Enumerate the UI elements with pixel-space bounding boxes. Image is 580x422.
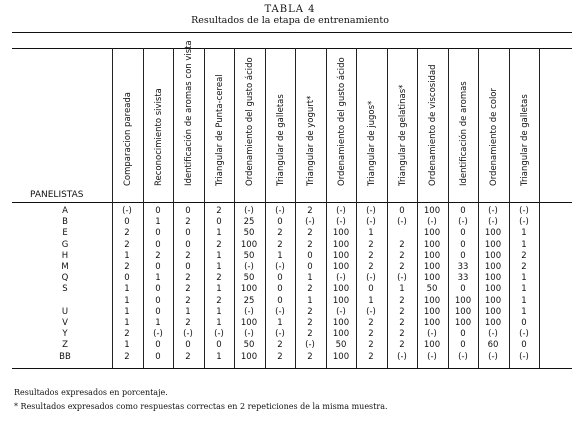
table-cell: 100 [484,251,502,261]
table-cell: 2 [185,251,191,261]
table-cell: (-) [519,217,529,227]
column-header-label: Triangular de galletas [275,94,286,186]
table-cell: 2 [185,217,191,227]
table-cell: 2 [216,296,222,306]
column-header-label: Identificación de aromas [458,81,469,186]
table-cell: 2 [124,352,130,362]
table-cell: (-) [336,217,346,227]
table-cell: 2 [216,240,222,250]
column-header [295,50,326,200]
table-cell: 0 [399,206,405,216]
table-cell: 100 [484,262,502,272]
table-cell: 1 [521,296,527,306]
column-header-label: Ordenamiento de color [488,87,499,186]
table-cell: 2 [399,340,405,350]
table-cell: 25 [243,296,255,306]
table-cell: (-) [366,307,376,317]
table-cell: 1 [277,251,283,261]
column-header-label: Triangular de galletas [519,94,530,186]
table-cell: 2 [399,318,405,328]
table-cell: 1 [216,228,222,238]
table-cell: 1 [216,318,222,328]
table-cell: 2 [124,228,130,238]
table-cell: 1 [277,318,283,328]
table-cell: 100 [484,273,502,283]
table-cell: 0 [185,262,191,272]
table-cell: 2 [124,240,130,250]
table-cell: 1 [521,240,527,250]
table-cell: 2 [307,318,313,328]
panelist-label: Z [62,340,68,350]
table-cell: (-) [488,352,498,362]
column-header [143,50,174,200]
table-cell: 2 [216,273,222,283]
table-cell: 0 [521,318,527,328]
table-cell: 2 [521,262,527,272]
table-cell: (-) [458,352,468,362]
table-cell: 100 [332,262,350,272]
table-cell: 1 [124,284,130,294]
table-cell: 1 [216,284,222,294]
column-header [478,50,509,200]
footnote-repetitions: * Resultados expresados como respuestas correctas en 2 repeticiones de la misma muestra. [14,402,388,411]
table-cell: 50 [426,284,438,294]
table-cell: 0 [307,262,313,272]
table-cell: 100 [423,262,441,272]
table-cell: 2 [185,273,191,283]
table-cell: (-) [305,340,315,350]
table-cell: 0 [185,228,191,238]
column-header [173,40,204,200]
header-top-rule [12,48,572,49]
table-cell: 1 [216,262,222,272]
table-cell: 0 [277,217,283,227]
column-header-label: Ordenamiento de viscosidad [427,64,438,186]
panelist-label: Q [61,273,69,283]
column-header [356,50,387,200]
table-cell: 0 [155,340,161,350]
table-cell: 0 [124,217,130,227]
table-cell: 100 [240,240,258,250]
table-cell: 2 [307,228,313,238]
top-rule [12,32,572,33]
table-cell: 1 [521,307,527,317]
table-cell: 100 [332,296,350,306]
table-cell: 1 [368,296,374,306]
table-cell: 100 [332,228,350,238]
table-cell: 0 [216,340,222,350]
table-cell: 1 [216,352,222,362]
column-header [204,50,235,200]
table-cell: 1 [155,217,161,227]
column-header [448,50,479,200]
column-header-label: Comparacion pareada [122,91,133,186]
table-cell: 0 [307,251,313,261]
column-header-label: Triangular de yogurt* [305,95,316,186]
table-cell: 1 [185,307,191,317]
table-cell: 25 [243,217,255,227]
table-cell: 100 [423,340,441,350]
table-cell: 33 [457,273,469,283]
table-cell: (-) [488,206,498,216]
panelist-label: V [62,318,68,328]
table-cell: 1 [124,340,130,350]
panelist-label: S [62,284,68,294]
table-cell: (-) [488,329,498,339]
column-header [387,50,418,200]
table-cell: 2 [124,329,130,339]
table-cell: 2 [399,251,405,261]
table-cell: 50 [335,340,347,350]
table-cell: 0 [185,340,191,350]
table-cell: (-) [397,352,407,362]
table-cell: (-) [366,273,376,283]
table-cell: 0 [460,251,466,261]
column-header [265,50,296,200]
table-cell: 1 [307,273,313,283]
table-cell: 1 [368,228,374,238]
table-cell: 0 [185,240,191,250]
table-cell: 1 [216,307,222,317]
table-cell: 100 [454,318,472,328]
table-cell: (-) [122,206,132,216]
table-cell: 2 [155,251,161,261]
table-cell: 0 [460,240,466,250]
table-cell: 1 [521,273,527,283]
table-cell: 100 [332,240,350,250]
table-cell: 0 [368,284,374,294]
table-cell: 0 [155,352,161,362]
table-cell: 0 [155,228,161,238]
table-cell: 100 [423,240,441,250]
table-cell: 100 [332,329,350,339]
table-cell: 50 [243,340,255,350]
table-cell: 0 [124,273,130,283]
table-cell: 0 [155,296,161,306]
column-header-label: Triangular de Punta-cereal [214,74,225,186]
panelist-label: U [61,307,69,317]
table-cell: 1 [216,251,222,261]
header-bottom-rule [12,202,572,203]
table-cell: 2 [307,352,313,362]
table-cell: 100 [240,284,258,294]
table-cell: (-) [427,352,437,362]
table-cell: 2 [368,352,374,362]
panelist-label: BB [59,352,71,362]
column-header [326,50,357,200]
table-cell: (-) [336,273,346,283]
column-header [509,50,540,200]
table-cell: 100 [484,228,502,238]
table-cell: 2 [307,240,313,250]
table-cell: 0 [155,307,161,317]
table-cell: 2 [399,307,405,317]
table-cell: 100 [240,352,258,362]
table-cell: 0 [460,340,466,350]
table-cell: 2 [368,240,374,250]
table-cell: 100 [423,307,441,317]
table-cell: 2 [399,296,405,306]
column-header-label: Triangular de gelatinas* [397,84,408,186]
table-cell: 100 [423,228,441,238]
table-cell: 1 [124,318,130,328]
table-cell: 0 [155,284,161,294]
table-cell: (-) [366,217,376,227]
panelist-label: H [61,251,69,261]
table-cell: 33 [457,262,469,272]
panelist-label: Y [62,329,68,339]
table-cell: (-) [397,273,407,283]
table-cell: 50 [243,251,255,261]
table-cell: (-) [519,352,529,362]
table-cell: 100 [423,206,441,216]
table-cell: 2 [307,206,313,216]
column-header-label: Ordenamiento del gusto ácido [244,57,255,186]
table-cell: 1 [124,307,130,317]
table-cell: (-) [244,329,254,339]
table-cell: 0 [460,228,466,238]
panelist-label: G [61,240,69,250]
table-cell: 2 [307,284,313,294]
table-cell: (-) [427,329,437,339]
column-header-label: Identificación de aromas con vista [183,40,194,186]
table-cell: (-) [305,217,315,227]
table-cell: 0 [185,206,191,216]
table-cell: 60 [487,340,499,350]
table-cell: (-) [183,329,193,339]
table-cell: 100 [484,307,502,317]
table-cell: 100 [484,296,502,306]
table-cell: 2 [399,240,405,250]
table-cell: 2 [185,318,191,328]
table-cell: (-) [427,217,437,227]
table-cell: 2 [185,352,191,362]
footnote-percentage: Resultados expresados en porcentaje. [14,388,168,397]
table-cell: 0 [155,262,161,272]
table-cell: 0 [277,284,283,294]
table-cell: 50 [243,228,255,238]
table-cell: 0 [460,329,466,339]
table-cell: 2 [277,340,283,350]
table-cell: 100 [332,284,350,294]
column-header-label: Ordenamiento del gusto ácido [336,57,347,186]
table-cell: (-) [488,217,498,227]
table-cell: 0 [460,206,466,216]
table-cell: 1 [124,296,130,306]
table-cell: 0 [460,284,466,294]
table-cell: (-) [214,329,224,339]
table-cell: (-) [397,217,407,227]
table-cell: (-) [275,329,285,339]
table-cell: 50 [243,273,255,283]
table-cell: 100 [484,240,502,250]
table-cell: (-) [336,307,346,317]
table-cell: 2 [368,251,374,261]
bottom-rule [12,368,572,369]
panelist-label: E [62,228,68,238]
table-cell: 0 [155,206,161,216]
table-cell: 100 [332,318,350,328]
table-cell: (-) [275,307,285,317]
table-cell: (-) [519,206,529,216]
table-cell: 2 [399,262,405,272]
table-cell: 1 [307,296,313,306]
table-cell: 2 [277,240,283,250]
table-cell: 100 [423,251,441,261]
column-header [112,50,143,200]
table-cell: 1 [155,273,161,283]
table-cell: (-) [244,206,254,216]
table-cell: 2 [307,307,313,317]
panelist-label: B [62,217,68,227]
table-cell: 0 [521,340,527,350]
table-cell: (-) [458,217,468,227]
table-cell: 1 [399,284,405,294]
table-cell: 2 [307,329,313,339]
table-cell: (-) [275,262,285,272]
table-cell: 100 [423,296,441,306]
column-header [234,50,265,200]
table-cell: 2 [277,352,283,362]
table-cell: 100 [454,296,472,306]
table-cell: (-) [336,206,346,216]
table-cell: 1 [124,251,130,261]
table-cell: (-) [244,307,254,317]
panelists-header: PANELISTAS [30,190,84,200]
table-cell: 100 [423,273,441,283]
table-cell: (-) [244,262,254,272]
column-header-label: Triangular de jugos* [366,100,377,186]
table-cell: (-) [153,329,163,339]
table-cell: 0 [155,240,161,250]
panelist-label: A [62,206,68,216]
table-cell: 100 [454,307,472,317]
table-cell: 2 [185,296,191,306]
table-cell: 2 [368,340,374,350]
table-cell: 100 [240,318,258,328]
table-cell: 0 [216,217,222,227]
table-cell: 2 [277,228,283,238]
table-cell: 1 [521,284,527,294]
table-cell: 100 [423,318,441,328]
table-cell: 2 [124,262,130,272]
column-header [417,50,448,200]
table-cell: 1 [521,228,527,238]
table-cell: 0 [277,296,283,306]
column-header-label: Reconocimiento sivista [153,88,164,186]
table-title: TABLA 4 [264,4,316,15]
table-cell: 100 [484,284,502,294]
table-cell: 2 [368,262,374,272]
table-cell: 100 [484,318,502,328]
table-subtitle: Resultados de la etapa de entrenamiento [191,15,389,26]
table-cell: 2 [185,284,191,294]
table-cell: 100 [332,251,350,261]
table-cell: (-) [519,329,529,339]
table-cell: 2 [368,329,374,339]
table-cell: 2 [521,251,527,261]
table-cell: 2 [399,329,405,339]
table-cell: 1 [155,318,161,328]
table-cell: 0 [277,273,283,283]
table-cell: 2 [216,206,222,216]
table-cell: 100 [332,352,350,362]
table-cell: 2 [368,318,374,328]
panelist-label: M [61,262,69,272]
table-cell: (-) [275,206,285,216]
table-cell: (-) [366,206,376,216]
